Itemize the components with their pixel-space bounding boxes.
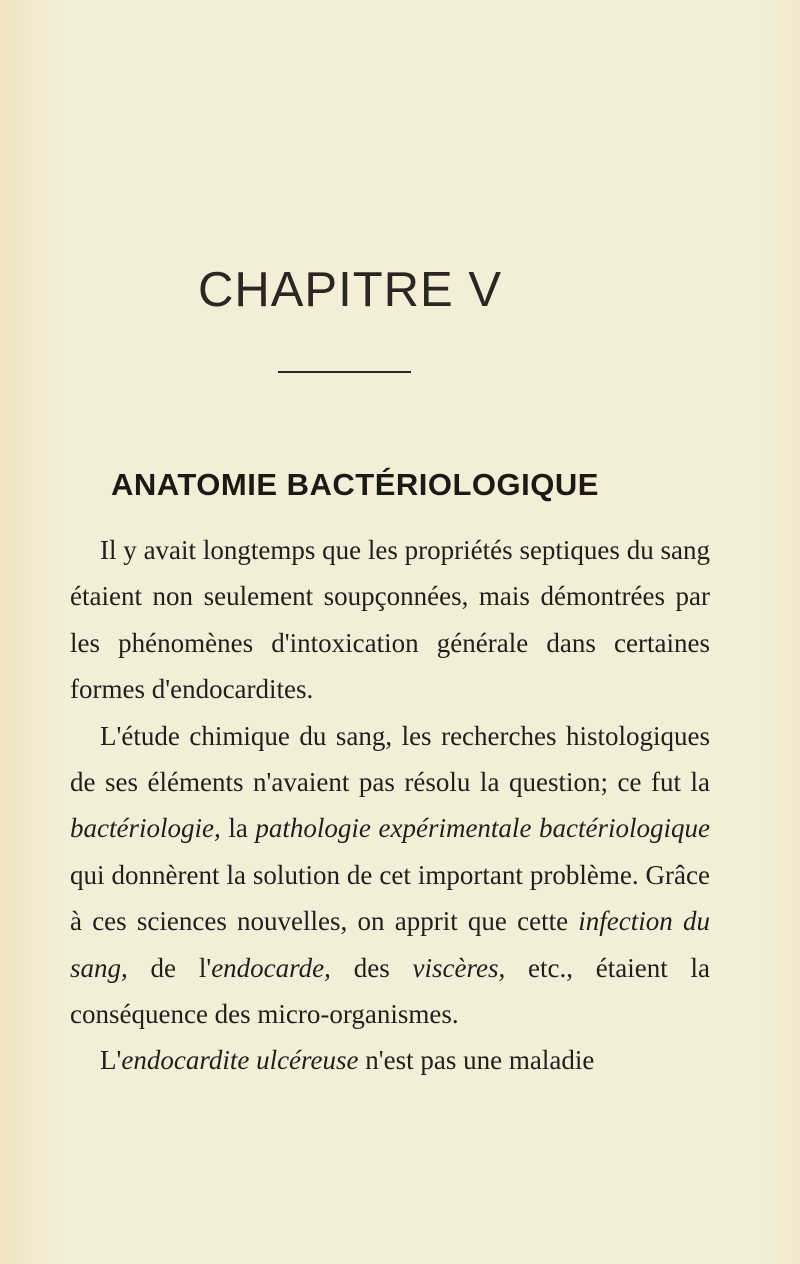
paragraph-1: Il y avait longtemps que les propriétés septiques du sang étaient non seulement soupçonnées, mais démontrées par les phénomènes d'intoxication générale dans certaines formes d'endocardites. [70,535,710,705]
paragraph-2-italic-5: viscères, [412,952,506,983]
paragraph-2-text-6: etc., étaient la conséquence des micro-organismes. [70,952,710,1030]
paragraph-2-italic-4: endocarde, [211,952,331,983]
paragraph-3 [70,1037,710,1083]
paragraph-2-text-3: qui donnèrent la solution de cet important problème. Grâce à ces sciences nouvelles, on apprit que cette [70,859,710,937]
paragraph-3-text-1: L' [100,1045,122,1076]
paragraph-2-text-1: L'étude chimique du sang, les recherches histologiques de ses éléments n'avaient pas résolu la question; ce fut la [70,720,710,798]
paragraph-2-italic-3: infection du sang, [70,906,710,983]
section-title: ANATOMIE BACTÉRIOLOGIQUE [111,467,599,502]
paragraph-2-text-2: la [220,813,256,844]
paragraph-2-italic-2: pathologie expérimentale bactériologique [255,813,710,844]
paragraph-2-italic-1: bactériologie, [70,813,221,844]
title-divider [278,371,411,373]
paragraph-2-text-5: des [330,952,413,983]
paragraph-2 [70,713,710,1038]
paragraph-3-text-2: n'est pas une maladie [358,1045,595,1076]
body-text [70,527,710,1084]
paragraph-2-text-4: de l' [127,952,212,983]
chapter-title: CHAPITRE V [197,263,503,317]
paragraph-3-italic-1: endocardite ulcéreuse [121,1045,359,1076]
